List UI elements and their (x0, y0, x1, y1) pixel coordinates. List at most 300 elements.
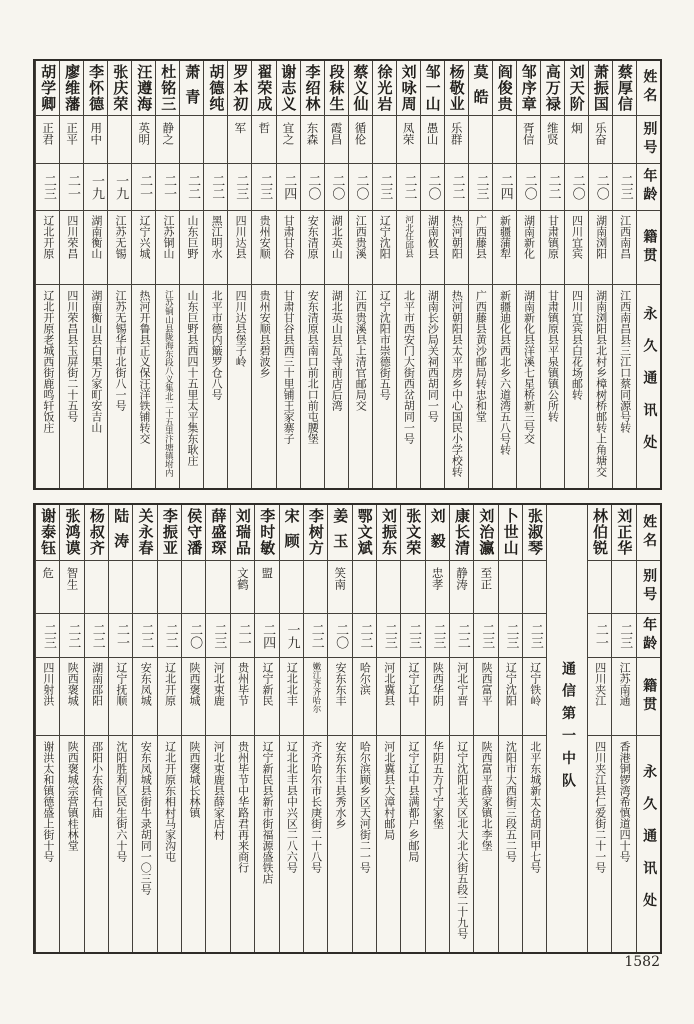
person-origin: 甘肃镇原 (546, 215, 560, 259)
person-age: 二〇 (353, 174, 369, 200)
person-alias: 静涛 (455, 567, 470, 590)
address-cell (36, 285, 59, 488)
alias-cell (132, 116, 155, 164)
person-name: 杜铭三 (159, 64, 178, 112)
address-cell (304, 736, 327, 952)
person-origin: 辽宁铁岭 (528, 662, 542, 706)
header-cell-alias (637, 561, 660, 614)
person-origin: 江西南昌 (618, 215, 632, 259)
person-age: 二三 (617, 622, 633, 649)
age-cell (156, 164, 179, 211)
person-origin: 辽宁新民 (260, 662, 274, 706)
person-address: 湖南长沙局关祠西胡同一号 (426, 290, 440, 422)
person-age: 二一 (161, 174, 177, 200)
person-address: 江苏铜山县陇海东段八义集北二十五里汴塘镇坿内 (163, 290, 174, 477)
origin-cell (277, 211, 300, 285)
alias-cell (231, 561, 254, 614)
person-name: 康长清 (452, 508, 471, 556)
header-cell-address (637, 285, 660, 488)
person-address: 辽北开原东相村马家沟屯 (163, 741, 177, 862)
address-cell (206, 736, 229, 952)
person-name: 李绍林 (303, 64, 322, 112)
alias-cell (445, 116, 468, 164)
person-origin: 陕西富平 (480, 662, 494, 706)
person-age: 二二 (308, 622, 324, 649)
roster-column (420, 61, 444, 488)
person-age: 一九 (284, 622, 300, 649)
person-alias: 危 (41, 567, 56, 579)
person-address: 甘肃甘谷县西三十里铺王家寨子 (282, 290, 296, 444)
address-cell (132, 285, 155, 488)
person-address: 谢洪太和镇德盛上街十号 (41, 741, 55, 862)
alias-cell (353, 561, 376, 614)
origin-cell (328, 658, 351, 736)
person-address: 华阴五方寸宁家堡 (431, 741, 445, 829)
age-cell (60, 164, 83, 211)
age-cell (397, 164, 420, 211)
person-age: 二〇 (187, 622, 203, 649)
origin-cell (589, 211, 612, 285)
alias-cell (60, 116, 83, 164)
person-alias: 循伦 (353, 122, 368, 145)
address-cell (474, 736, 497, 952)
header-cell-alias (637, 116, 660, 164)
origin-cell (499, 658, 522, 736)
origin-cell (301, 211, 324, 285)
roster-column (251, 61, 275, 488)
person-name: 姜玉 (331, 508, 350, 558)
person-address: 陕西富平薛家镇北李堡 (480, 741, 494, 851)
person-address: 四川荣昌县玉屏街二十五号 (65, 290, 79, 422)
name-cell (421, 61, 444, 116)
origin-cell (109, 658, 132, 736)
address-cell (252, 285, 275, 488)
roster-column (59, 61, 83, 488)
roster-column (352, 505, 376, 952)
address-cell (204, 285, 227, 488)
person-name: 鄂文斌 (355, 508, 374, 556)
person-age: 二〇 (329, 174, 345, 200)
age-cell (349, 164, 372, 211)
origin-cell (523, 658, 546, 736)
address-cell (36, 736, 59, 952)
person-name: 徐光岩 (375, 64, 394, 112)
roster-column (157, 505, 181, 952)
person-name: 刘正华 (615, 508, 634, 556)
roster-column (131, 61, 155, 488)
alias-cell (204, 116, 227, 164)
name-cell (474, 505, 497, 561)
origin-cell (304, 658, 327, 736)
person-age: 二二 (545, 174, 561, 200)
person-age: 二〇 (593, 174, 609, 200)
origin-cell (493, 211, 516, 285)
age-cell (353, 614, 376, 658)
age-cell (180, 164, 203, 211)
person-address: 邵阳小东倚石庙 (90, 741, 104, 818)
name-cell (325, 61, 348, 116)
person-origin: 辽北北丰 (285, 662, 299, 706)
address-cell (158, 736, 181, 952)
name-cell (84, 61, 107, 116)
person-age: 二二 (449, 174, 465, 200)
alias-cell (565, 116, 588, 164)
header-column (636, 505, 660, 952)
alias-cell (255, 561, 278, 614)
person-address: 沈阳胜利区民生街六十号 (114, 741, 128, 862)
person-address: 安东东丰县秀水乡 (334, 741, 348, 829)
alias-cell (156, 116, 179, 164)
address-cell (349, 285, 372, 488)
person-origin: 湖南邵阳 (90, 662, 104, 706)
alias-cell (84, 116, 107, 164)
person-alias: 乐群 (449, 122, 464, 145)
person-age: 二〇 (305, 174, 321, 200)
alias-cell (228, 116, 251, 164)
person-origin: 四川夹江 (593, 662, 607, 706)
age-cell (565, 164, 588, 211)
person-age: 二〇 (333, 622, 349, 649)
person-name: 胡学卿 (39, 64, 58, 112)
person-age: 二三 (233, 174, 249, 200)
roster-column (327, 505, 351, 952)
person-address: 安东清原县南口前北口前屯腰堡 (306, 290, 320, 444)
origin-cell (325, 211, 348, 285)
person-origin: 贵州毕节 (236, 662, 250, 706)
name-cell (353, 505, 376, 561)
roster-column (498, 505, 522, 952)
age-cell (301, 164, 324, 211)
roster-column (227, 61, 251, 488)
person-origin: 嫩江齐齐哈尔 (310, 662, 321, 713)
age-cell (133, 614, 156, 658)
age-cell (328, 614, 351, 658)
person-alias: 智生 (65, 567, 80, 590)
alias-cell (301, 116, 324, 164)
person-name: 胡德纯 (207, 64, 226, 112)
roster-column (516, 61, 540, 488)
origin-cell (36, 211, 59, 285)
origin-cell (349, 211, 372, 285)
roster-column (83, 61, 107, 488)
name-cell (132, 61, 155, 116)
origin-cell (132, 211, 155, 285)
age-cell (469, 164, 492, 211)
age-cell (158, 614, 181, 658)
person-name: 罗本初 (231, 64, 250, 112)
name-cell (499, 505, 522, 561)
address-cell (325, 285, 348, 488)
origin-cell (541, 211, 564, 285)
name-cell (156, 61, 179, 116)
person-age: 一九 (113, 174, 129, 200)
person-age: 二四 (281, 174, 297, 200)
person-origin: 四川射洪 (41, 662, 55, 706)
roster-column (444, 61, 468, 488)
age-cell (36, 164, 59, 211)
age-cell (255, 614, 278, 658)
roster-column (612, 61, 636, 488)
header-label-address: 永久通讯处 (641, 306, 658, 467)
person-origin: 陕西华阴 (431, 662, 445, 706)
person-name: 莫皓 (471, 64, 490, 114)
address-cell (499, 736, 522, 952)
address-cell (84, 285, 107, 488)
person-name: 杨叔齐 (87, 508, 106, 556)
age-cell (474, 614, 497, 658)
name-cell (252, 61, 275, 116)
person-origin: 河北宁晋 (455, 662, 469, 706)
person-name: 卜世山 (501, 508, 520, 556)
origin-cell (373, 211, 396, 285)
person-origin: 湖南新化 (522, 215, 536, 259)
name-cell (541, 61, 564, 116)
person-address: 辽宁沈阳市崇德街五号 (378, 290, 392, 400)
alias-cell (469, 116, 492, 164)
origin-cell (280, 658, 303, 736)
person-name: 萧青 (183, 64, 202, 114)
roster-column (230, 505, 254, 952)
person-origin: 辽北开原 (163, 662, 177, 706)
person-age: 二三 (479, 622, 495, 649)
alias-cell (421, 116, 444, 164)
address-cell (280, 736, 303, 952)
roster-column (203, 61, 227, 488)
person-age: 二二 (65, 622, 81, 649)
age-cell (450, 614, 473, 658)
address-cell (109, 736, 132, 952)
alias-cell (450, 561, 473, 614)
name-cell (589, 61, 612, 116)
person-name: 张文荣 (404, 508, 423, 556)
address-cell (517, 285, 540, 488)
person-origin: 陕西褒城 (187, 662, 201, 706)
person-address: 湖南衡山县白果万家町安吉山 (89, 290, 103, 433)
person-origin: 贵州安顺 (258, 215, 272, 259)
person-name: 段秣生 (327, 64, 346, 112)
origin-cell (182, 658, 205, 736)
person-name: 刘治瀛 (477, 508, 496, 556)
name-cell (36, 505, 59, 561)
person-age: 二三 (430, 622, 446, 649)
alias-cell (377, 561, 400, 614)
age-cell (204, 164, 227, 211)
person-name: 汪遵海 (135, 64, 154, 112)
roster-column (59, 505, 83, 952)
header-cell-name (637, 61, 660, 116)
roster-column (303, 505, 327, 952)
age-cell (304, 614, 327, 658)
name-cell (426, 505, 449, 561)
address-cell (133, 736, 156, 952)
name-cell (493, 61, 516, 116)
person-name: 张鸿谟 (63, 508, 82, 556)
address-cell (469, 285, 492, 488)
person-origin: 广西藤县 (474, 215, 488, 259)
alias-cell (517, 116, 540, 164)
age-cell (132, 164, 155, 211)
age-cell (426, 614, 449, 658)
alias-cell (523, 561, 546, 614)
origin-cell (60, 658, 83, 736)
person-address: 河北束鹿县薛家店村 (212, 741, 226, 840)
name-cell (277, 61, 300, 116)
person-name: 蔡厚信 (615, 64, 634, 112)
name-cell (517, 61, 540, 116)
alias-cell (325, 116, 348, 164)
person-address: 广西藤县黄沙邮局转忠和堂 (474, 290, 488, 422)
origin-cell (180, 211, 203, 285)
person-origin: 安东清原 (306, 215, 320, 259)
origin-cell (397, 211, 420, 285)
roster-column (611, 505, 635, 952)
alias-cell (277, 116, 300, 164)
header-cell-origin (637, 211, 660, 285)
person-age: 二一 (65, 174, 80, 200)
person-address: 陕西褒城长林镇 (187, 741, 201, 818)
roster-column (376, 505, 400, 952)
person-age: 二二 (138, 622, 154, 649)
person-age: 二三 (617, 174, 633, 200)
origin-cell (565, 211, 588, 285)
alias-cell (426, 561, 449, 614)
person-alias: 静之 (161, 122, 176, 145)
person-address: 江西贵溪县上清官邮局交 (354, 290, 368, 411)
roster-column (108, 505, 132, 952)
alias-cell (60, 561, 83, 614)
age-cell (445, 164, 468, 211)
origin-cell (108, 211, 131, 285)
origin-cell (474, 658, 497, 736)
roster-column (300, 61, 324, 488)
person-address: 河北冀县大漳村邮局 (382, 741, 396, 840)
header-label-name: 姓名 (641, 69, 658, 107)
person-origin: 辽宁抚顺 (114, 662, 128, 706)
address-cell (255, 736, 278, 952)
origin-cell (252, 211, 275, 285)
alias-cell (613, 116, 636, 164)
origin-cell (445, 211, 468, 285)
person-age: 二一 (235, 622, 251, 649)
name-cell (304, 505, 327, 561)
origin-cell (156, 211, 179, 285)
name-cell (231, 505, 254, 561)
person-alias: 宜之 (281, 122, 296, 145)
person-alias: 用中 (89, 122, 104, 145)
alias-cell (206, 561, 229, 614)
name-cell (60, 505, 83, 561)
address-cell (228, 285, 251, 488)
age-cell (589, 164, 612, 211)
person-address: 贵州安顺县碧波乡 (258, 290, 272, 378)
person-alias: 霞昌 (329, 122, 344, 145)
person-alias: 乐奋 (593, 122, 608, 145)
roster-column (276, 61, 300, 488)
origin-cell (588, 658, 611, 736)
origin-cell (60, 211, 83, 285)
person-name: 刘天阶 (567, 64, 586, 112)
address-cell (108, 285, 131, 488)
name-cell (613, 61, 636, 116)
address-cell (445, 285, 468, 488)
person-origin: 安东凤城 (139, 662, 153, 706)
origin-cell (469, 211, 492, 285)
person-address: 香港铜锣湾希慎道四十号 (618, 741, 632, 862)
person-address: 湖南新化县洋溪七星桥新三号交 (522, 290, 536, 444)
person-age: 二一 (137, 174, 153, 200)
header-label-origin: 籍贯 (641, 677, 658, 716)
person-alias: 维贤 (545, 122, 560, 145)
header-label-alias: 别号 (641, 568, 658, 606)
origin-cell (255, 658, 278, 736)
person-origin: 辽宁辽中 (407, 662, 421, 706)
age-cell (108, 164, 131, 211)
name-cell (373, 61, 396, 116)
unit-divider (546, 505, 587, 952)
alias-cell (328, 561, 351, 614)
name-cell (469, 61, 492, 116)
alias-cell (252, 116, 275, 164)
alias-cell (182, 561, 205, 614)
person-name: 杨敬业 (447, 64, 466, 112)
person-age: 二三 (527, 622, 543, 649)
address-cell (85, 736, 108, 952)
age-cell (252, 164, 275, 211)
age-cell (613, 164, 636, 211)
alias-cell (474, 561, 497, 614)
age-cell (493, 164, 516, 211)
roster-column (540, 61, 564, 488)
person-origin: 四川荣昌 (65, 215, 79, 259)
name-cell (523, 505, 546, 561)
person-address: 四川夹江县仁爱街二十一号 (593, 741, 607, 873)
person-age: 二三 (381, 622, 397, 649)
person-name: 萧振国 (591, 64, 610, 112)
alias-cell (109, 561, 132, 614)
person-address: 辽宁新民县新市街福源盛铁店 (260, 741, 274, 884)
origin-cell (401, 658, 424, 736)
age-cell (85, 614, 108, 658)
unit-divider-label: 通信第一中队 (559, 661, 576, 796)
age-cell (499, 614, 522, 658)
address-cell (613, 285, 636, 488)
person-origin: 河北任邱县 (403, 215, 414, 258)
person-address: 北平市德内簸罗仓八号 (210, 290, 224, 400)
name-cell (180, 61, 203, 116)
person-origin: 甘肃甘谷 (282, 215, 296, 259)
person-address: 湖北英山县瓦寺前店后湾 (330, 290, 344, 411)
address-cell (328, 736, 351, 952)
origin-cell (133, 658, 156, 736)
person-age: 二三 (503, 622, 519, 649)
person-name: 廖维藩 (63, 64, 82, 112)
roster-column (179, 61, 203, 488)
person-origin: 辽宁兴城 (137, 215, 151, 259)
person-alias: 笑南 (333, 567, 348, 590)
roster-column (279, 505, 303, 952)
person-age: 二三 (41, 622, 56, 649)
alias-cell (493, 116, 516, 164)
person-age: 二四 (260, 622, 276, 649)
person-age: 二二 (209, 174, 225, 200)
roster-column (587, 505, 611, 952)
name-cell (109, 505, 132, 561)
person-name: 李怀德 (87, 64, 106, 112)
origin-cell (84, 211, 107, 285)
header-label-alias: 别号 (641, 120, 658, 159)
address-cell (156, 285, 179, 488)
alias-cell (180, 116, 203, 164)
